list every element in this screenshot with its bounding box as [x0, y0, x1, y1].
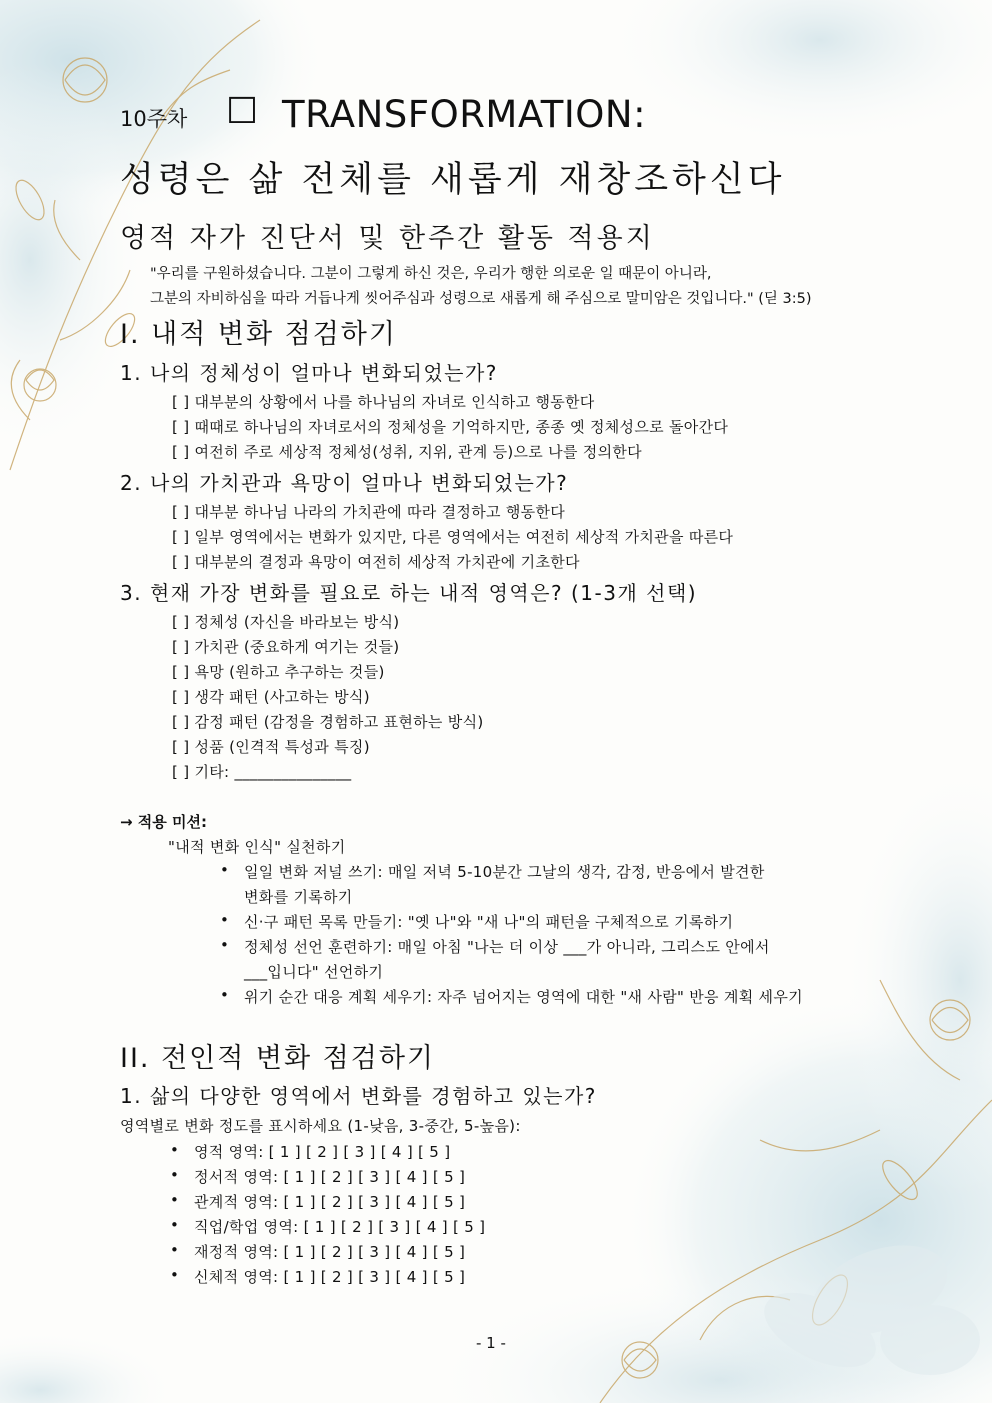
section-2-question-1-title: 1. 삶의 다양한 영역에서 변화를 경험하고 있는가? — [120, 1084, 597, 1108]
mission-bullet-3-line-2: ___입니다" 선언하기 — [244, 963, 384, 981]
mission-bullet-1-line-1: 일일 변화 저널 쓰기: 매일 저녁 5-10분간 그날의 생각, 감정, 반응에서 발견한 — [244, 863, 765, 881]
q2-option-1[interactable]: [ ] 대부분 하나님 나라의 가치관에 따라 결정하고 행동한다 — [172, 503, 566, 521]
question-2-title: 2. 나의 가치관과 욕망이 얼마나 변화되었는가? — [120, 471, 569, 495]
rating-physical[interactable]: 신체적 영역: [ 1 ] [ 2 ] [ 3 ] [ 4 ] [ 5 ] — [194, 1268, 466, 1286]
mission-bullet-4: 위기 순간 대응 계획 세우기: 자주 넘어지는 영역에 대한 "새 사람" 반응 계획 세우기 — [244, 988, 803, 1006]
checkbox-icon: ☐ — [226, 91, 259, 132]
bullet-dot: • — [220, 936, 229, 954]
mission-label: → 적용 미션: — [120, 813, 207, 831]
q1-option-1[interactable]: [ ] 대부분의 상황에서 나를 하나님의 자녀로 인식하고 행동한다 — [172, 393, 595, 411]
bullet-dot: • — [220, 986, 229, 1004]
mission-name: "내적 변화 인식" 실천하기 — [168, 838, 346, 856]
question-3-title: 3. 현재 가장 변화를 필요로 하는 내적 영역은? (1-3개 선택) — [120, 581, 698, 605]
rating-financial[interactable]: 재정적 영역: [ 1 ] [ 2 ] [ 3 ] [ 4 ] [ 5 ] — [194, 1243, 466, 1261]
page-number: - 1 - — [476, 1334, 506, 1352]
bullet-dot: • — [170, 1241, 179, 1259]
title-korean: 성령은 삶 전체를 새롭게 재창조하신다 — [120, 160, 786, 200]
q3-option-identity[interactable]: [ ] 정체성 (자신을 바라보는 방식) — [172, 613, 400, 631]
rating-emotional[interactable]: 정서적 영역: [ 1 ] [ 2 ] [ 3 ] [ 4 ] [ 5 ] — [194, 1168, 466, 1186]
bullet-dot: • — [170, 1216, 179, 1234]
week-label: 10주차 — [120, 107, 188, 131]
bullet-dot: • — [170, 1266, 179, 1284]
section-2-title: II. 전인적 변화 점검하기 — [120, 1043, 435, 1074]
section-1-title: I. 내적 변화 점검하기 — [120, 319, 397, 350]
bullet-dot: • — [170, 1191, 179, 1209]
question-1-title: 1. 나의 정체성이 얼마나 변화되었는가? — [120, 361, 498, 385]
bullet-dot: • — [170, 1141, 179, 1159]
q1-option-2[interactable]: [ ] 때때로 하나님의 자녀로서의 정체성을 기억하지만, 종종 옛 정체성으로 돌아간다 — [172, 418, 729, 436]
rating-relational[interactable]: 관계적 영역: [ 1 ] [ 2 ] [ 3 ] [ 4 ] [ 5 ] — [194, 1193, 466, 1211]
q3-option-character[interactable]: [ ] 성품 (인격적 특성과 특징) — [172, 738, 370, 756]
q3-option-emotion[interactable]: [ ] 감정 패턴 (감정을 경험하고 표현하는 방식) — [172, 713, 484, 731]
rating-work-study[interactable]: 직업/학업 영역: [ 1 ] [ 2 ] [ 3 ] [ 4 ] [ 5 ] — [194, 1218, 486, 1236]
mission-bullet-3-line-1: 정체성 선언 훈련하기: 매일 아침 "나는 더 이상 ___가 아니라, 그리스도 안에서 — [244, 938, 770, 956]
rating-spiritual[interactable]: 영적 영역: [ 1 ] [ 2 ] [ 3 ] [ 4 ] [ 5 ] — [194, 1143, 451, 1161]
verse-line-1: "우리를 구원하셨습니다. 그분이 그렇게 하신 것은, 우리가 행한 의로운 일 때문이 아니라, — [150, 266, 712, 282]
bullet-dot: • — [220, 911, 229, 929]
q3-option-values[interactable]: [ ] 가치관 (중요하게 여기는 것들) — [172, 638, 400, 656]
q1-option-3[interactable]: [ ] 여전히 주로 세상적 정체성(성취, 지위, 관계 등)으로 나를 정의한다 — [172, 443, 642, 461]
bullet-dot: • — [170, 1166, 179, 1184]
bullet-dot: • — [220, 861, 229, 879]
rating-instruction: 영역별로 변화 정도를 표시하세요 (1-낮음, 3-중간, 5-높음): — [120, 1117, 521, 1135]
q3-option-thought[interactable]: [ ] 생각 패턴 (사고하는 방식) — [172, 688, 370, 706]
q3-option-other[interactable]: [ ] 기타: _______________ — [172, 763, 352, 781]
q2-option-2[interactable]: [ ] 일부 영역에서는 변화가 있지만, 다른 영역에서는 여전히 세상적 가치관을 따른다 — [172, 528, 734, 546]
mission-bullet-1-line-2: 변화를 기록하기 — [244, 888, 353, 906]
q2-option-3[interactable]: [ ] 대부분의 결정과 욕망이 여전히 세상적 가치관에 기초한다 — [172, 553, 580, 571]
verse-line-2: 그분의 자비하심을 따라 거듭나게 씻어주심과 성령으로 새롭게 해 주심으로 말미암은 것입니다." (딛 3:5) — [150, 291, 812, 307]
title-english: TRANSFORMATION: — [282, 93, 647, 136]
mission-bullet-2: 신·구 패턴 목록 만들기: "옛 나"와 "새 나"의 패턴을 구체적으로 기록하기 — [244, 913, 734, 931]
q3-option-desire[interactable]: [ ] 욕망 (원하고 추구하는 것들) — [172, 663, 385, 681]
subtitle: 영적 자가 진단서 및 한주간 활동 적용지 — [120, 223, 655, 254]
